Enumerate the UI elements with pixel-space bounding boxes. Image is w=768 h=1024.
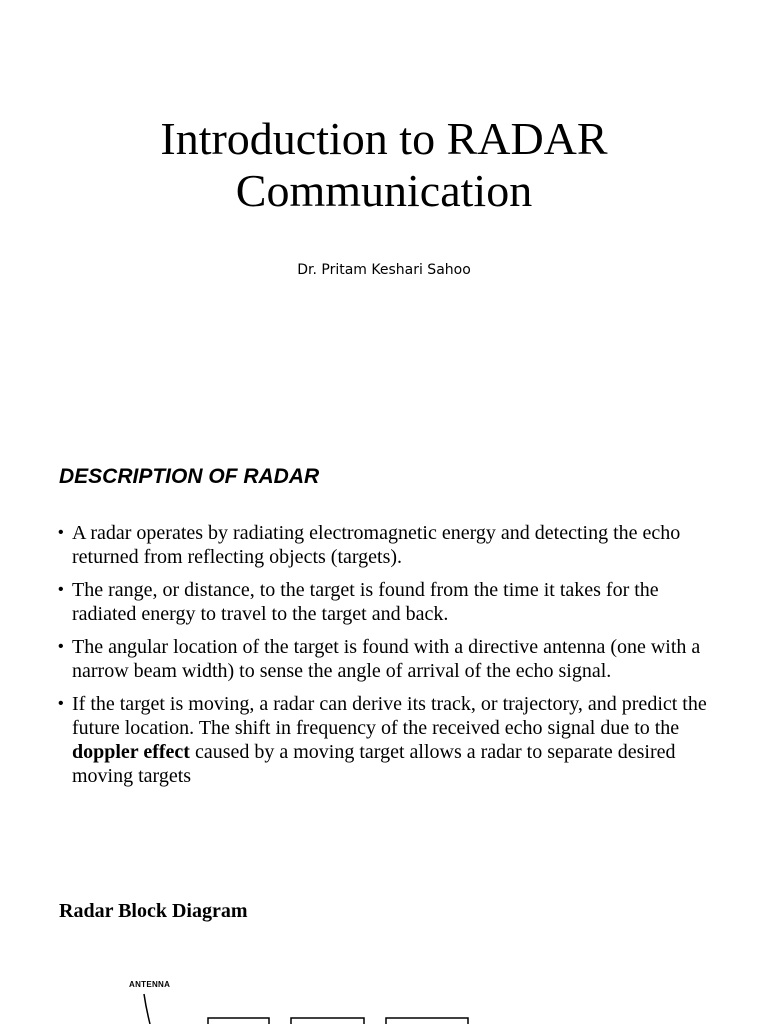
bullet-text-part-2: caused by a moving target allows a radar to separate desired moving targets <box>72 741 676 787</box>
diagram-block-3 <box>386 1018 468 1024</box>
diagram-block-1 <box>208 1018 269 1024</box>
bullet-item <box>58 578 728 626</box>
diagram-block-2 <box>291 1018 364 1024</box>
antenna-reflector-icon <box>144 994 150 1024</box>
bullet-text: The angular location of the target is found with a directive antenna (one with a narrow beam width) to sense the angle of arrival of the echo signal. <box>72 636 701 682</box>
title-line-2: Communication <box>235 165 533 216</box>
diagram-heading: Radar Block Diagram <box>59 900 248 922</box>
author-name: Dr. Pritam Keshari Sahoo <box>297 262 471 278</box>
bullet-item <box>58 692 728 788</box>
doppler-effect-term: doppler effect <box>72 741 190 763</box>
section-heading: DESCRIPTION OF RADAR <box>59 465 320 488</box>
antenna-label: ANTENNA <box>129 980 171 989</box>
bullet-text: A radar operates by radiating electromagnetic energy and detecting the echo returned from reflecting objects (targets). <box>72 522 681 568</box>
radar-block-diagram <box>100 972 520 1024</box>
bullet-text: The range, or distance, to the target is found from the time it takes for the radiated energy to travel to the target and back. <box>72 579 659 625</box>
block-diagram-drawing <box>100 972 520 1024</box>
bullet-text <box>72 693 707 787</box>
bullet-marker: • <box>58 524 64 541</box>
bullet-list <box>58 521 728 797</box>
bullet-item <box>58 635 728 683</box>
bullet-marker: • <box>58 581 64 598</box>
bullet-text-part-1: If the target is moving, a radar can derive its track, or trajectory, and predict the future location. The shift in frequency of the received echo signal due to the <box>72 693 707 739</box>
bullet-marker: • <box>58 695 64 712</box>
bullet-item <box>58 521 728 569</box>
bullet-marker: • <box>58 638 64 655</box>
page-title <box>0 113 768 217</box>
title-line-1: Introduction to RADAR <box>160 113 608 164</box>
